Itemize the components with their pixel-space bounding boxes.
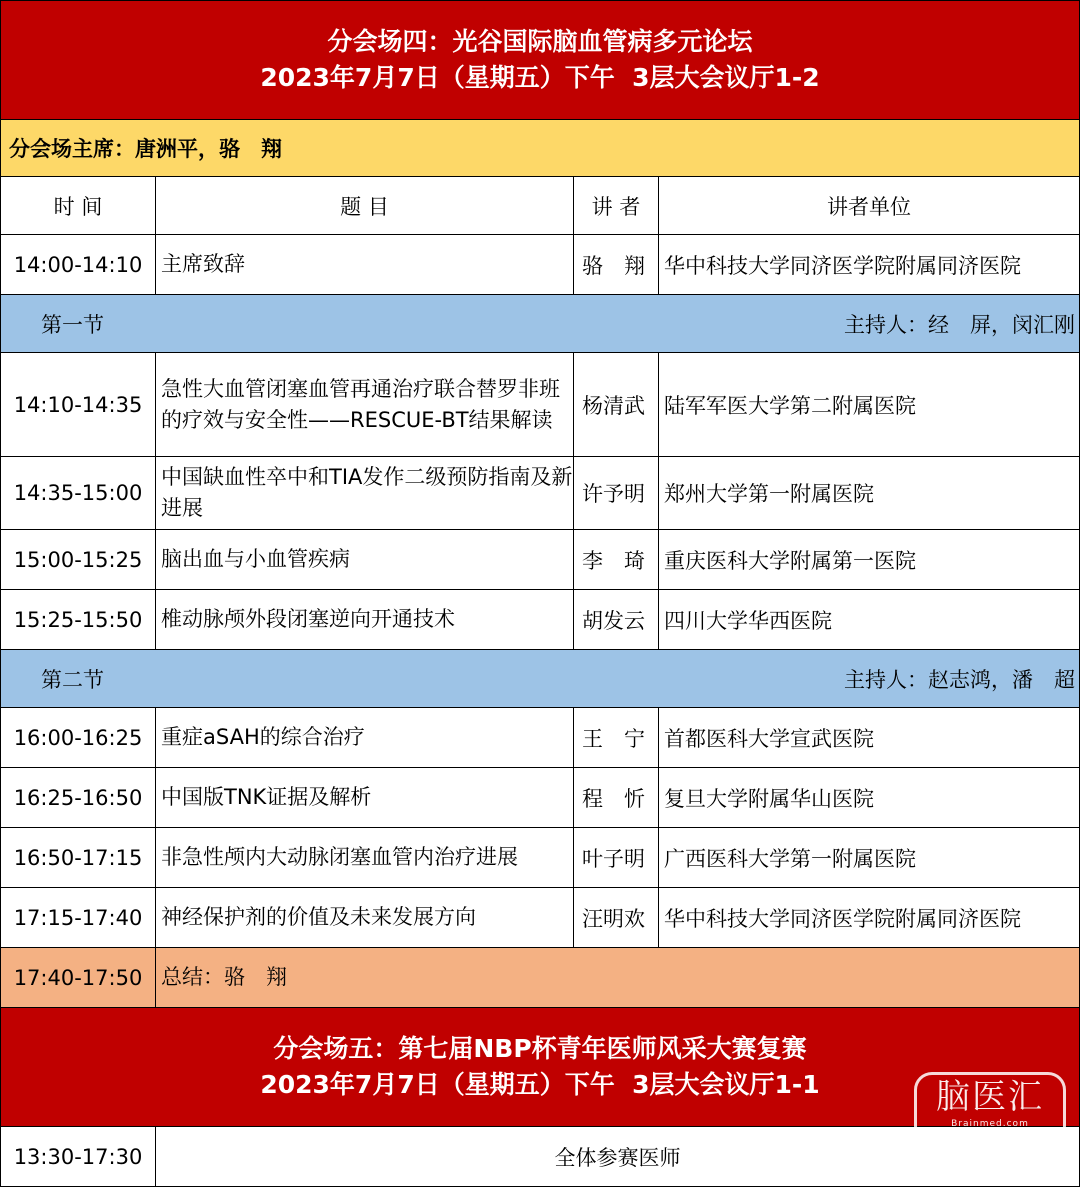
logo-text-cn: 脑医汇 bbox=[936, 1077, 1044, 1117]
row-time: 15:00-15:25 bbox=[1, 530, 156, 590]
participants-text: 全体参赛医师 bbox=[156, 1127, 1080, 1187]
session4-datetime: 2023年7月7日（星期五）下午 3层大会议厅1-2 bbox=[260, 63, 820, 92]
row-unit: 华中科技大学同济医学院附属同济医院 bbox=[659, 888, 1080, 948]
row-time: 13:30-17:30 bbox=[1, 1127, 156, 1187]
table-row bbox=[1, 708, 1080, 768]
row-topic: 中国版TNK证据及解析 bbox=[156, 768, 574, 828]
chair-row bbox=[1, 120, 1080, 177]
summary-text: 总结：骆 翔 bbox=[156, 948, 1080, 1008]
section-2-header bbox=[1, 650, 1080, 708]
row-unit: 陆军军医大学第二附属医院 bbox=[659, 353, 1080, 457]
row-speaker: 骆 翔 bbox=[574, 235, 659, 295]
row-speaker: 汪明欢 bbox=[574, 888, 659, 948]
row-topic: 重症aSAH的综合治疗 bbox=[156, 708, 574, 768]
row-time: 14:00-14:10 bbox=[1, 235, 156, 295]
session4-header-row bbox=[1, 1, 1080, 120]
row-unit: 华中科技大学同济医学院附属同济医院 bbox=[659, 235, 1080, 295]
column-header-speaker: 讲 者 bbox=[574, 177, 659, 235]
table-row bbox=[1, 768, 1080, 828]
row-time: 16:00-16:25 bbox=[1, 708, 156, 768]
logo-text-en: Brainmed.com bbox=[951, 1119, 1029, 1129]
row-unit: 郑州大学第一附属医院 bbox=[659, 457, 1080, 530]
row-speaker: 许予明 bbox=[574, 457, 659, 530]
row-unit: 四川大学华西医院 bbox=[659, 590, 1080, 650]
row-topic: 非急性颅内大动脉闭塞血管内治疗进展 bbox=[156, 828, 574, 888]
row-topic: 中国缺血性卒中和TIA发作二级预防指南及新进展 bbox=[156, 457, 574, 530]
section-1-header bbox=[1, 295, 1080, 353]
column-header-topic: 题 目 bbox=[156, 177, 574, 235]
row-speaker: 杨清武 bbox=[574, 353, 659, 457]
summary-row bbox=[1, 948, 1080, 1008]
section-host: 主持人：经 屏，闵汇刚 bbox=[844, 312, 1076, 337]
table-row bbox=[1, 828, 1080, 888]
section-title: 第一节 bbox=[41, 312, 104, 337]
table-row bbox=[1, 888, 1080, 948]
table-row bbox=[1, 530, 1080, 590]
row-unit: 首都医科大学宣武医院 bbox=[659, 708, 1080, 768]
session5-title: 分会场五：第七届NBP杯青年医师风采大赛复赛 bbox=[273, 1034, 807, 1063]
row-time: 14:10-14:35 bbox=[1, 353, 156, 457]
summary-time: 17:40-17:50 bbox=[1, 948, 156, 1008]
row-time: 17:15-17:40 bbox=[1, 888, 156, 948]
row-time: 16:50-17:15 bbox=[1, 828, 156, 888]
column-header-unit: 讲者单位 bbox=[659, 177, 1080, 235]
table-row bbox=[1, 457, 1080, 530]
row-unit: 复旦大学附属华山医院 bbox=[659, 768, 1080, 828]
row-speaker: 王 宁 bbox=[574, 708, 659, 768]
column-header-time: 时 间 bbox=[1, 177, 156, 235]
session-chair: 分会场主席：唐洲平，骆 翔 bbox=[1, 120, 1080, 177]
section-row bbox=[1, 650, 1080, 708]
section-host: 主持人：赵志鸿，潘 超 bbox=[844, 667, 1076, 692]
row-topic: 脑出血与小血管疾病 bbox=[156, 530, 574, 590]
row-speaker: 胡发云 bbox=[574, 590, 659, 650]
table-row bbox=[1, 353, 1080, 457]
column-header-row bbox=[1, 177, 1080, 235]
brainmed-logo bbox=[914, 1072, 1066, 1144]
session4-title: 分会场四：光谷国际脑血管病多元论坛 bbox=[327, 27, 753, 56]
row-time: 15:25-15:50 bbox=[1, 590, 156, 650]
row-topic: 急性大血管闭塞血管再通治疗联合替罗非班的疗效与安全性——RESCUE-BT结果解读 bbox=[156, 353, 574, 457]
session5-datetime: 2023年7月7日（星期五）下午 3层大会议厅1-1 bbox=[260, 1070, 820, 1099]
row-unit: 重庆医科大学附属第一医院 bbox=[659, 530, 1080, 590]
session4-header bbox=[1, 1, 1080, 120]
row-speaker: 李 琦 bbox=[574, 530, 659, 590]
row-speaker: 程 忻 bbox=[574, 768, 659, 828]
table-row bbox=[1, 235, 1080, 295]
section-row bbox=[1, 295, 1080, 353]
row-unit: 广西医科大学第一附属医院 bbox=[659, 828, 1080, 888]
row-topic: 神经保护剂的价值及未来发展方向 bbox=[156, 888, 574, 948]
section-title: 第二节 bbox=[41, 667, 104, 692]
table-row bbox=[1, 590, 1080, 650]
row-speaker: 叶子明 bbox=[574, 828, 659, 888]
row-time: 14:35-15:00 bbox=[1, 457, 156, 530]
row-topic: 椎动脉颅外段闭塞逆向开通技术 bbox=[156, 590, 574, 650]
row-topic: 主席致辞 bbox=[156, 235, 574, 295]
row-time: 16:25-16:50 bbox=[1, 768, 156, 828]
